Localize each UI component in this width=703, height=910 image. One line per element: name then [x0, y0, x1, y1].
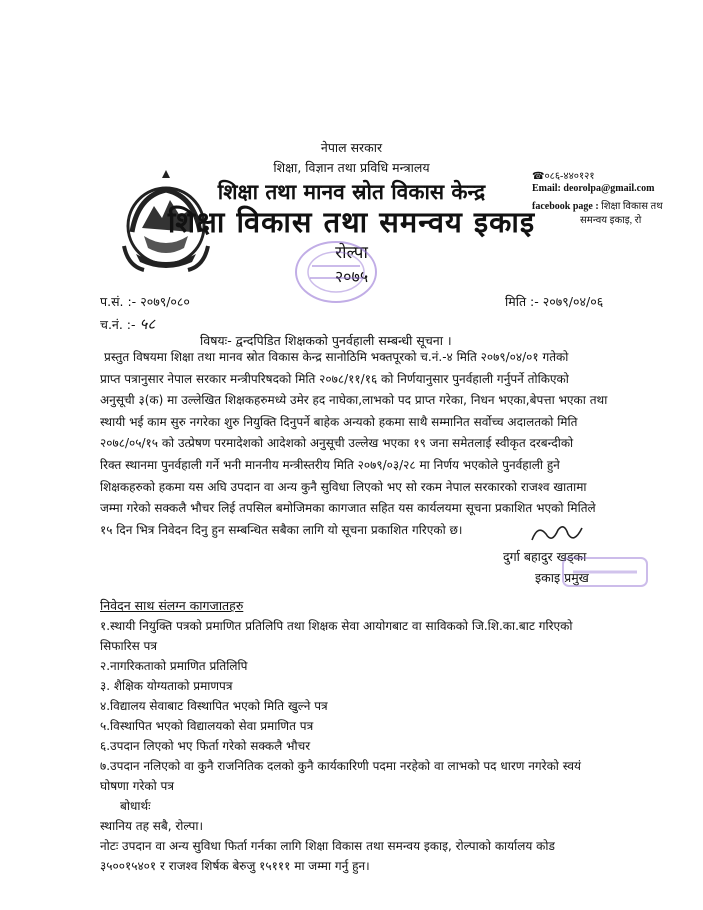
attachment-item: ४.विद्यालय सेवाबाट विस्थापित भएको मिति खुल्ने पत्र — [100, 699, 328, 713]
unit-name: शिक्षा विकास तथा समन्वय इकाइ — [167, 205, 536, 239]
reference-number — [100, 293, 190, 310]
body-line: शिक्षकहरुको हकमा यस अघि उपदान वा अन्य कुनै सुविधा लिएको भए सो रकम नेपाल सरकारको राजश्व खातामा — [100, 479, 587, 494]
dispatch-number — [100, 314, 155, 334]
attachment-item: घोषणा गरेको पत्र — [100, 779, 174, 793]
cc-recipient: स्थानिय तह सबै, रोल्पा। — [100, 819, 204, 833]
issue-date — [505, 293, 603, 310]
attachments-heading: निवेदन साथ संलग्न कागजातहरु — [100, 598, 244, 613]
body-line: १५ दिन भित्र निवेदन दिनु हुन सम्बन्धित सबैका लागि यो सूचना प्रकाशित गरिएको छ। — [100, 522, 463, 537]
note-line: ३५००१५४०१ र राजश्व शिर्षक बेरुजु १५१११ मा जम्मा गर्नु हुन। — [100, 859, 370, 873]
date-label: मिति :- — [505, 294, 539, 309]
body-line: प्रस्तुत विषयमा शिक्षा तथा मानव स्रोत विकास केन्द्र सानोठिमि भक्तपूरको च.नं.-४ मिति २०७९/०४/०१ गतेको — [104, 350, 569, 364]
attachment-item: ३. शैक्षिक योग्यताको प्रमाणपत्र — [100, 679, 233, 693]
facebook-page[interactable] — [532, 198, 663, 212]
notice-body — [100, 347, 670, 541]
cn-label: च.नं. :- — [100, 317, 136, 332]
body-line: प्राप्त पत्रानुसार नेपाल सरकार मन्त्रीपरिषदको मिति २०७८/११/१६ को निर्णयानुसार पुनर्वहाली गर्नुपर्ने तोकिएको — [100, 371, 569, 386]
facebook-label: facebook page : — [532, 201, 599, 212]
body-line: रिक्त स्थानमा पुनर्वहाली गर्ने भनी माननीय मन्त्रीस्तरीय मिति २०७९/०३/२८ मा निर्णय भएकोले पुनर्वहाली हुने — [100, 457, 560, 472]
body-line: स्थायी भई काम सुरु नगरेका शुरु नियुक्ति दिनुपर्ने बाहेक अन्यको हकमा साथै सम्मानित सर्वोच्च अदालतको मिति — [100, 414, 578, 429]
attachment-item: ५.विस्थापित भएको विद्यालयको सेवा प्रमाणित पत्र — [100, 719, 314, 733]
office-year-stamp: २०७५ — [334, 267, 369, 286]
handwritten-signature — [528, 520, 588, 548]
ps-label: प.सं. :- — [100, 294, 137, 309]
cn-value: ५८ — [139, 317, 156, 333]
email-address[interactable]: Email: deorolpa@gmail.com — [532, 183, 655, 194]
ps-value: २०७९/०८० — [140, 294, 190, 309]
body-line: अनुसूची ३(क) मा उल्लेखित शिक्षकहरुमध्ये उमेर हद नाघेका,लाभको पद प्राप्त गरेका, निधन भएका,बेपत्ता भएका तथा — [100, 393, 608, 408]
received-stamp — [290, 236, 382, 308]
body-line: २०७८/०५/१५ को उत्प्रेषण परमादेशको आदेशको अनुसूची उल्लेख भएका १९ जना समेतलाई स्वीकृत दरबन्दीको — [100, 436, 574, 451]
note-line: नोटः उपदान वा अन्य सुविधा फिर्ता गर्नका लागि शिक्षा विकास तथा समन्वय इकाइ, रोल्पाको कार्यालय कोड — [100, 839, 555, 853]
attachment-item: ७.उपदान नलिएको वा कुनै राजनितिक दलको कुनै कार्यकारिणी पदमा नरहेको वा लाभको पद धारण नगरेको स्वयं — [100, 759, 582, 773]
center-name: शिक्षा तथा मानव स्रोत विकास केन्द्र — [217, 180, 486, 204]
notice-subject: विषयः- द्वन्दपिडित शिक्षकको पुनर्वहाली सम्बन्धी सूचना । — [200, 333, 452, 348]
ministry-name: शिक्षा, विज्ञान तथा प्रविधि मन्त्रालय — [273, 160, 430, 175]
facebook-value-continued: समन्वय इकाइ, रो — [580, 215, 642, 226]
body-line: जम्मा गरेको सक्कलै भौचर लिई तपसिल बमोजिमका कागजात सहित यस कार्यलयमा सूचना प्रकाशित भएको मितिले — [100, 501, 596, 516]
attachment-item: २.नागरिकताको प्रमाणित प्रतिलिपि — [100, 659, 248, 673]
facebook-value: शिक्षा विकास तथ — [601, 201, 663, 212]
district-name: रोल्पा — [335, 243, 368, 263]
signatory-name: दुर्गा बहादुर खड्का — [503, 549, 587, 564]
office-seal-stamp — [555, 552, 655, 592]
attachment-item: १.स्थायी नियुक्ति पत्रको प्रमाणित प्रतिलिपि तथा शिक्षक सेवा आयोगबाट वा साविकको जि.शि.का.बाट गरिएको — [100, 619, 573, 633]
cc-label: बोधार्थः — [120, 799, 151, 813]
attachment-item: ६.उपदान लिएको भए फिर्ता गरेको सक्कलै भौचर — [100, 739, 311, 753]
attachment-item: सिफारिस पत्र — [100, 639, 157, 653]
signatory-title: इकाइ प्रमुख — [535, 570, 589, 585]
phone-number: ☎०८६-४४०१२१ — [532, 171, 595, 182]
government-name: नेपाल सरकार — [320, 140, 383, 155]
date-value: २०७९/०४/०६ — [542, 294, 604, 309]
